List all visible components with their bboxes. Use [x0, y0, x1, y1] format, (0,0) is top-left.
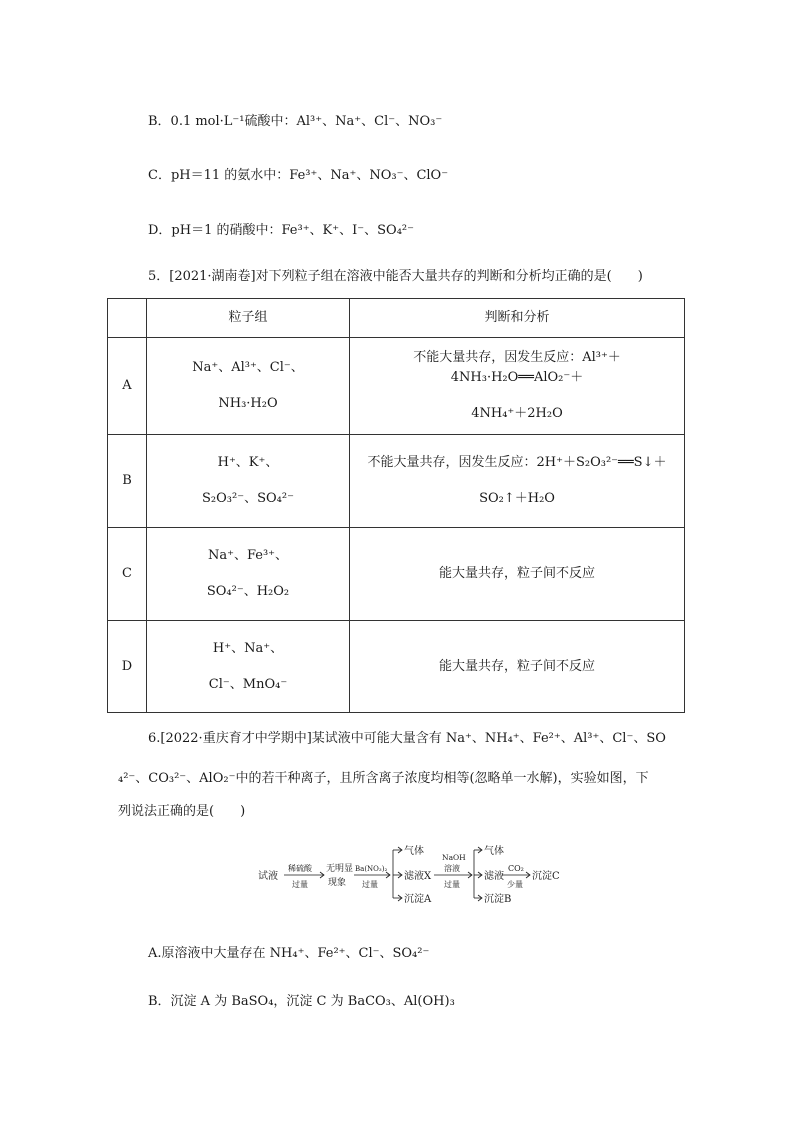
- particle-line: Cl⁻、MnO₄⁻: [208, 676, 288, 692]
- option-c-line: C．pH＝11 的氨水中：Fe³⁺、Na⁺、NO₃⁻、ClO⁻: [148, 168, 449, 183]
- analysis-cell: [350, 528, 685, 621]
- row-label: B: [108, 435, 147, 528]
- particle-line: Na⁺、Al³⁺、Cl⁻、: [192, 360, 304, 375]
- analysis-line: 不能大量共存，因发生反应：2H⁺＋S₂O₃²⁻══S↓＋: [367, 455, 667, 470]
- table-header-row: [108, 299, 685, 338]
- flow-gas-label: 气体: [404, 846, 424, 857]
- option-b-line-q6: B．沉淀 A 为 BaSO₄，沉淀 C 为 BaCO₃、Al(OH)₃: [148, 994, 455, 1009]
- flow-condition-label: 过量: [362, 880, 378, 889]
- flow-gas-label: 气体: [484, 846, 504, 857]
- option-a-line: A.原溶液中大量存在 NH₄⁺、Fe²⁺、Cl⁻、SO₄²⁻: [148, 946, 430, 961]
- flow-condition-label: 过量: [292, 880, 308, 889]
- flow-reagent-label: CO₂: [508, 864, 524, 873]
- flow-filtrate-label: 滤液: [484, 871, 504, 882]
- flow-condition-label: 少量: [507, 880, 523, 889]
- table-row: [108, 621, 685, 713]
- header-analysis: 判断和分析: [350, 299, 685, 338]
- analysis-cell: [350, 621, 685, 713]
- flow-filtrate-label: 滤液X: [404, 871, 432, 882]
- row-label: D: [108, 621, 147, 713]
- flow-precipitate-label: 沉淀B: [484, 894, 512, 905]
- analysis-cell: [350, 338, 685, 435]
- header-particles: 粒子组: [147, 299, 350, 338]
- analysis-cell: [350, 435, 685, 528]
- particle-cell: [147, 338, 350, 435]
- flow-condition-label: 过量: [444, 880, 460, 889]
- analysis-line: 能大量共存，粒子间不反应: [438, 566, 595, 581]
- flow-reagent-label: 稀硫酸: [288, 864, 312, 873]
- option-d-line: D．pH＝1 的硝酸中：Fe³⁺、K⁺、I⁻、SO₄²⁻: [148, 223, 414, 238]
- table-row: [108, 528, 685, 621]
- flow-precipitate-label: 沉淀A: [404, 894, 432, 905]
- table-row: [108, 435, 685, 528]
- header-blank: [108, 299, 147, 338]
- table-row: [108, 338, 685, 435]
- particle-line: H⁺、Na⁺、: [212, 640, 284, 656]
- flow-reagent-label: 溶液: [444, 864, 460, 873]
- particle-line: S₂O₃²⁻、SO₄²⁻: [202, 491, 294, 506]
- question5-stem: 5．[2021·湖南卷]对下列粒子组在溶液中能否大量共存的判断和分析均正确的是( ): [148, 269, 643, 284]
- row-label: A: [108, 338, 147, 435]
- question6-line2: ₄²⁻、CO₃²⁻、AlO₂⁻中的若干种离子，且所含离子浓度均相等(忽略单一水解)，实验如图，下: [118, 771, 649, 786]
- experiment-flowchart: [258, 842, 568, 906]
- analysis-line: SO₂↑＋H₂O: [479, 491, 555, 506]
- analysis-line: 4NH₄⁺＋2H₂O: [471, 406, 563, 421]
- particle-line: Na⁺、Fe³⁺、: [207, 548, 289, 563]
- flow-reagent-label: Ba(NO₃)₂: [355, 865, 388, 873]
- particle-line: SO₄²⁻、H₂O₂: [206, 584, 290, 599]
- flow-reagent-label: NaOH: [442, 853, 466, 862]
- option-b-line: B．0.1 mol·L⁻¹硫酸中：Al³⁺、Na⁺、Cl⁻、NO₃⁻: [148, 114, 443, 129]
- analysis-line: 能大量共存，粒子间不反应: [438, 658, 595, 674]
- question6-line3: 列说法正确的是( ): [118, 804, 246, 819]
- analysis-line: 不能大量共存，因发生反应：Al³⁺＋4NH₃·H₂O══AlO₂⁻＋: [413, 350, 621, 385]
- row-label: C: [108, 528, 147, 621]
- particle-cell: [147, 435, 350, 528]
- particle-line: NH₃·H₂O: [218, 396, 278, 411]
- question5-table: [107, 298, 685, 713]
- particle-cell: [147, 528, 350, 621]
- question6-line1: 6.[2022·重庆育才中学期中]某试液中可能大量含有 Na⁺、NH₄⁺、Fe²⁺、Al³⁺、Cl⁻、SO: [148, 731, 666, 746]
- flow-result-label: 无明显: [326, 864, 354, 874]
- flow-start: 试液: [258, 871, 278, 882]
- particle-line: H⁺、K⁺、: [217, 455, 279, 470]
- particle-cell: [147, 621, 350, 713]
- flow-result-label: 现象: [328, 878, 347, 888]
- flow-precipitate-label: 沉淀C: [532, 871, 560, 882]
